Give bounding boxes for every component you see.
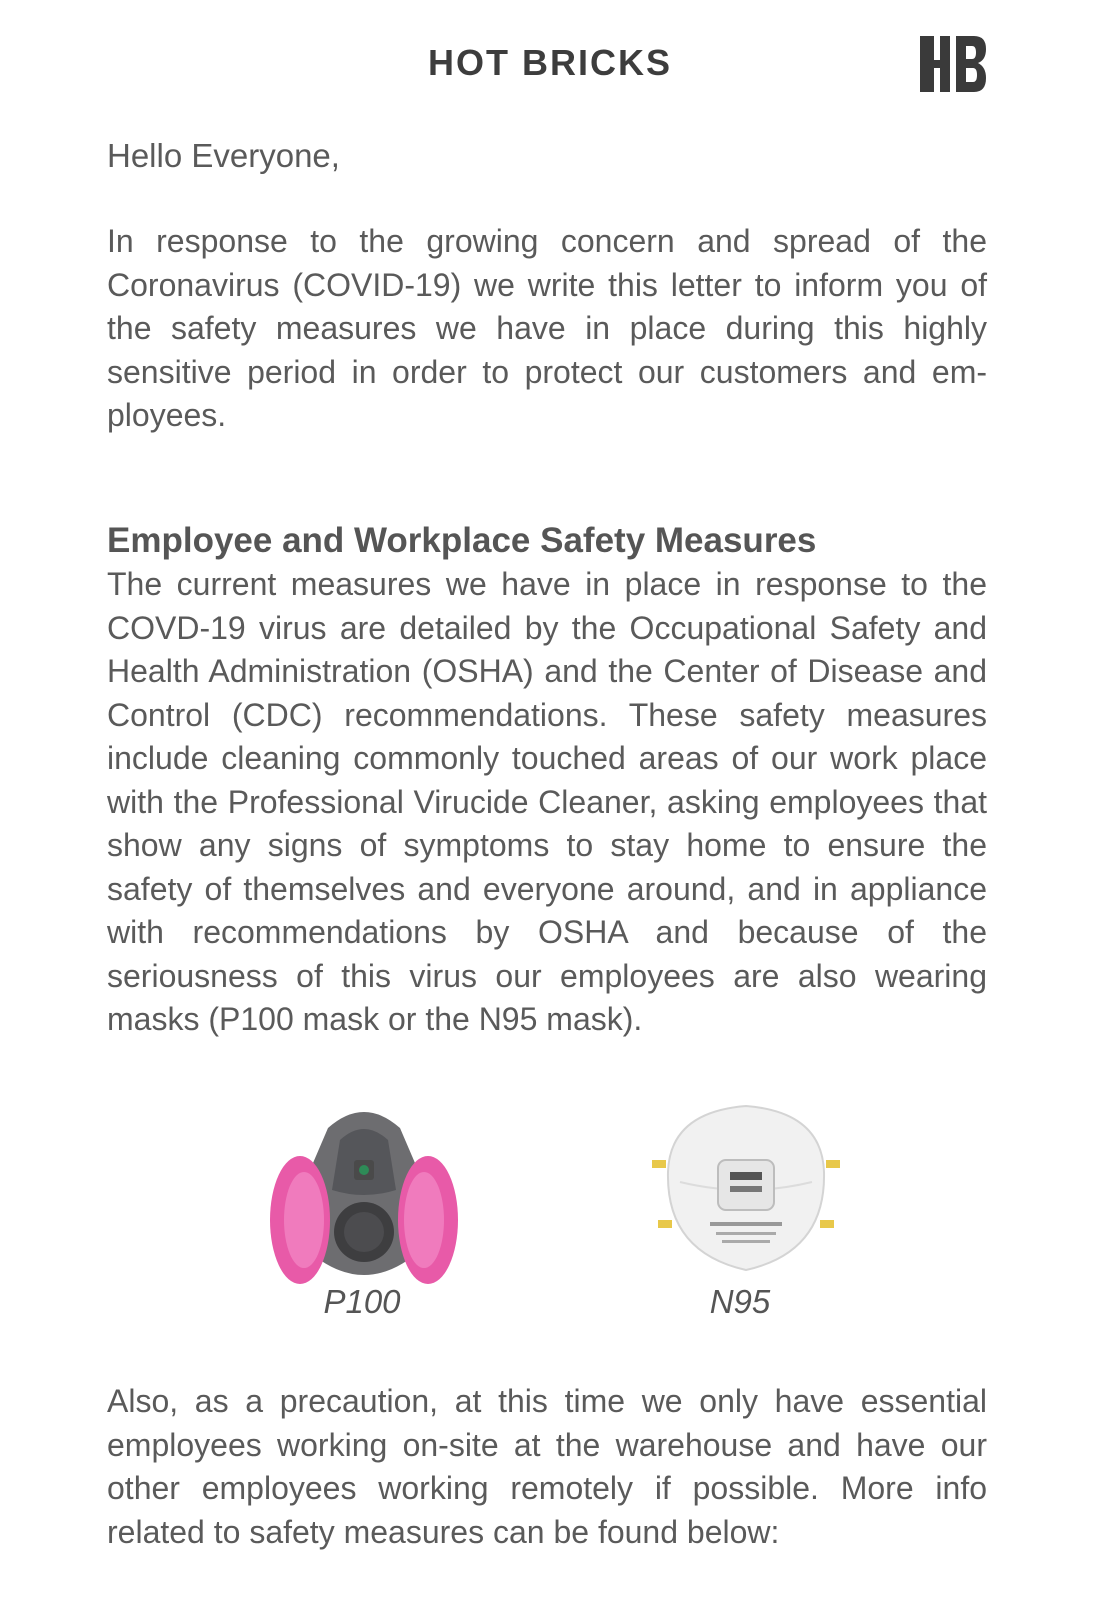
n95-caption: N95 bbox=[709, 1283, 771, 1320]
measures-paragraph: The current measures we have in place in response to the COVD-19 virus are detailed by the Occupational Safety and Health Administration (OSHA) and the Center of Disease and Control (CDC) recommendations. These safety measures include cleaning commonly touched areas of our work place with the Professional Virucide Cleaner, asking employees that show any signs of symptoms to stay home to ensure the safety of themselves and everyone around, and in appliance with recommendations by OSHA and because of the seriousness of this virus our employees are also wearing masks (P100 mask or the N95 mask). bbox=[107, 566, 987, 1037]
n95-mask-icon bbox=[650, 1102, 842, 1272]
section-heading: Employee and Workplace Safety Measures bbox=[107, 521, 817, 560]
p100-respirator-icon bbox=[268, 1100, 460, 1290]
intro-paragraph: In response to the growing concern and spread of the Coronavirus (COVID-19) we write this letter to inform you of the safety measures we have in place during this highly sensitive period in order to protect our customers and employees. bbox=[107, 223, 987, 433]
hb-monogram-logo-icon bbox=[920, 36, 986, 92]
greeting: Hello Everyone, bbox=[107, 137, 340, 174]
brand-title: HOT BRICKS bbox=[428, 42, 672, 83]
p100-caption: P100 bbox=[323, 1283, 401, 1320]
closing-paragraph: Also, as a precaution, at this time we only have essential employees working on-site at the warehouse and have our other employees working remotely if possible. More info related to safety measures can be found below: bbox=[107, 1383, 987, 1550]
